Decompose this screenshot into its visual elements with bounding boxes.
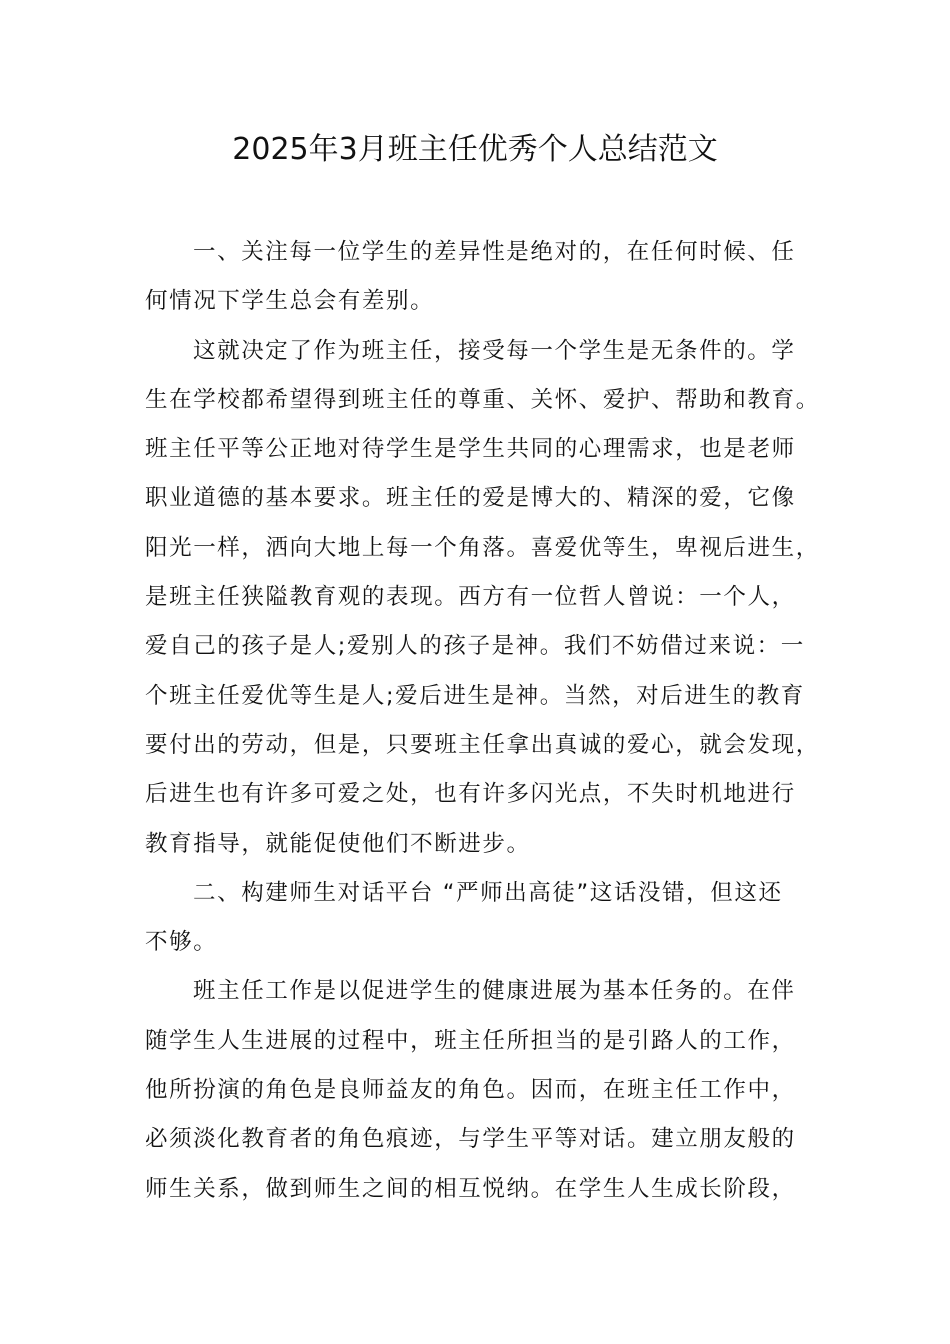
text-line: 个班主任爱优等生是人;爱后进生是神。当然，对后进生的教育 bbox=[145, 682, 805, 709]
text-line: 是班主任狭隘教育观的表现。西方有一位哲人曾说：一个人， bbox=[145, 584, 796, 611]
text-line: 一、关注每一位学生的差异性是绝对的，在任何时候、任 bbox=[193, 239, 796, 265]
text-line: 班主任平等公正地对待学生是学生共同的心理需求，也是老师 bbox=[145, 436, 796, 463]
paragraph bbox=[145, 327, 835, 869]
document-body bbox=[145, 228, 835, 1214]
paragraph bbox=[145, 869, 835, 968]
text-line: 师生关系，做到师生之间的相互悦纳。在学生人生成长阶段， bbox=[145, 1175, 796, 1202]
text-line: 这就决定了作为班主任，接受每一个学生是无条件的。学 bbox=[193, 337, 796, 364]
text-line: 不够。 bbox=[145, 929, 218, 956]
text-line: 二、构建师生对话平台 “严师出高徒”这话没错，但这还 bbox=[193, 879, 783, 906]
text-line: 班主任工作是以促进学生的健康进展为基本任务的。在伴 bbox=[193, 978, 796, 1005]
text-line: 职业道德的基本要求。班主任的爱是博大的、精深的爱，它像 bbox=[145, 485, 796, 512]
text-line: 生在学校都希望得到班主任的尊重、关怀、爱护、帮助和教育。 bbox=[145, 386, 820, 413]
text-line: 必须淡化教育者的角色痕迹，与学生平等对话。建立朋友般的 bbox=[145, 1126, 796, 1153]
text-line: 何情况下学生总会有差别。 bbox=[145, 288, 435, 315]
text-line: 要付出的劳动，但是，只要班主任拿出真诚的爱心，就会发现， bbox=[145, 731, 820, 758]
text-line: 后进生也有许多可爱之处，也有许多闪光点，不失时机地进行 bbox=[145, 781, 796, 808]
text-line: 教育指导，就能促使他们不断进步。 bbox=[145, 830, 531, 857]
paragraph bbox=[145, 228, 835, 327]
paragraph bbox=[145, 967, 835, 1213]
text-line: 他所扮演的角色是良师益友的角色。因而，在班主任工作中， bbox=[145, 1077, 796, 1104]
text-line: 随学生人生进展的过程中，班主任所担当的是引路人的工作， bbox=[145, 1027, 796, 1054]
document-title: 2025年3月班主任优秀个人总结范文 bbox=[232, 132, 718, 167]
text-line: 爱自己的孩子是人;爱别人的孩子是神。我们不妨借过来说：一 bbox=[145, 633, 805, 660]
text-line: 阳光一样，洒向大地上每一个角落。喜爱优等生，卑视后进生， bbox=[145, 534, 820, 561]
